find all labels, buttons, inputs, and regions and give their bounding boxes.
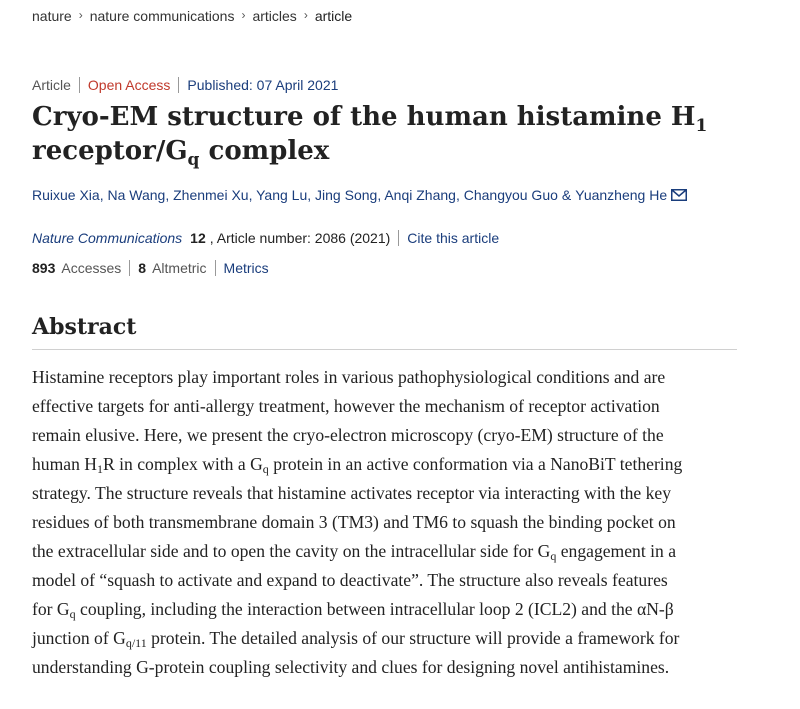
author-link[interactable]: Zhenmei Xu (173, 187, 249, 203)
abstract-subscript: q (550, 549, 557, 563)
abstract-line: junction of $G_{q/11}$ protein. The detailed analysis of our structure will provide a framework for (32, 628, 680, 650)
divider (178, 77, 179, 93)
abstract-line: model of “squash to activate and expand to deactivate”. The structure also reveals features (32, 570, 668, 590)
abstract-line: for $G_q$ coupling, including the interaction between intracellular loop 2 (ICL2) and the αN-β (32, 599, 674, 621)
author-separator: , (455, 187, 464, 203)
abstract-subscript: 1 (97, 462, 103, 476)
article-meta (32, 77, 338, 93)
abstract-subscript: q (69, 607, 76, 621)
accesses-label: Accesses (61, 260, 122, 276)
divider (79, 77, 80, 93)
author-link[interactable]: Ruixue Xia (32, 187, 100, 203)
journal-info (32, 230, 499, 246)
journal-volume: 12 (190, 230, 206, 246)
page-title (32, 100, 752, 168)
author-separator: , (307, 187, 316, 203)
chevron-right-icon: › (78, 8, 83, 22)
accesses-count: 893 (32, 260, 56, 276)
breadcrumb-nature-communications[interactable]: nature communications (89, 8, 235, 24)
title-subscript-1: 1 (695, 116, 708, 136)
author-ampersand: & (561, 187, 572, 203)
author-links (32, 187, 558, 203)
author-link-corresponding[interactable]: Yuanzheng He (575, 187, 668, 203)
title-part-1: Cryo-EM structure of the human histamine H (32, 102, 696, 132)
abstract-line: strategy. The structure reveals that histamine activates receptor via interacting with the key (32, 483, 671, 503)
breadcrumb-current: article (314, 8, 353, 24)
abstract-line: the extracellular side and to open the cavity on the intracellular side for $G_q$ engagement in a (32, 541, 677, 563)
divider (215, 260, 216, 276)
breadcrumb (32, 8, 352, 24)
author-link[interactable]: Changyou Guo (463, 187, 558, 203)
abstract-subscript: q/11 (125, 636, 147, 650)
author-separator: , (377, 187, 385, 203)
metrics-link[interactable]: Metrics (223, 260, 269, 276)
abstract-divider (32, 349, 737, 350)
abstract-line: understanding G-protein coupling selectivity and clues for designing novel antihistamines. (32, 657, 670, 677)
author-list (32, 187, 687, 203)
author-link[interactable]: Na Wang (107, 187, 166, 203)
journal-name-link[interactable]: Nature Communications (32, 230, 183, 246)
abstract-line: residues of both transmembrane domain 3 (TM3) and TM6 to squash the binding pocket on (32, 512, 676, 532)
divider (398, 230, 399, 246)
published-date: Published: 07 April 2021 (187, 77, 339, 93)
abstract-line: remain elusive. Here, we present the cryo-electron microscopy (cryo-EM) structure of the (32, 425, 664, 445)
abstract-line: effective targets for anti-allergy treatment, however the mechanism of receptor activation (32, 396, 660, 416)
envelope-icon-svg (671, 189, 687, 201)
author-separator: , (99, 187, 108, 203)
altmetric-count: 8 (138, 260, 147, 276)
article-type: Article (32, 77, 71, 93)
article-number: , Article number: 2086 (2021) (209, 230, 391, 246)
author-separator: , (165, 187, 174, 203)
envelope-icon[interactable] (671, 188, 687, 204)
abstract-subscript: q (262, 462, 269, 476)
divider (129, 260, 130, 276)
title-part-2: receptor/G (32, 136, 188, 166)
title-part-3: complex (199, 136, 330, 166)
open-access-badge: Open Access (87, 77, 171, 93)
chevron-right-icon: › (303, 8, 308, 22)
breadcrumb-nature[interactable]: nature (32, 8, 72, 24)
author-link[interactable]: Jing Song (315, 187, 378, 203)
chevron-right-icon: › (241, 8, 246, 22)
abstract-text (32, 363, 744, 682)
abstract-line: human $H_1R$ in complex with a $G_q$ protein in an active conformation via a NanoBiT tethering (32, 454, 683, 476)
cite-this-article-link[interactable]: Cite this article (407, 230, 500, 246)
altmetric-label: Altmetric (152, 260, 207, 276)
article-metrics (32, 260, 269, 276)
author-separator: , (248, 187, 257, 203)
author-link[interactable]: Yang Lu (256, 187, 308, 203)
breadcrumb-articles[interactable]: articles (252, 8, 297, 24)
title-subscript-q: q (187, 150, 200, 170)
abstract-heading: Abstract (32, 314, 137, 340)
author-link[interactable]: Anqi Zhang (384, 187, 456, 203)
abstract-line: Histamine receptors play important roles in various pathophysiological conditions and are (32, 367, 666, 387)
